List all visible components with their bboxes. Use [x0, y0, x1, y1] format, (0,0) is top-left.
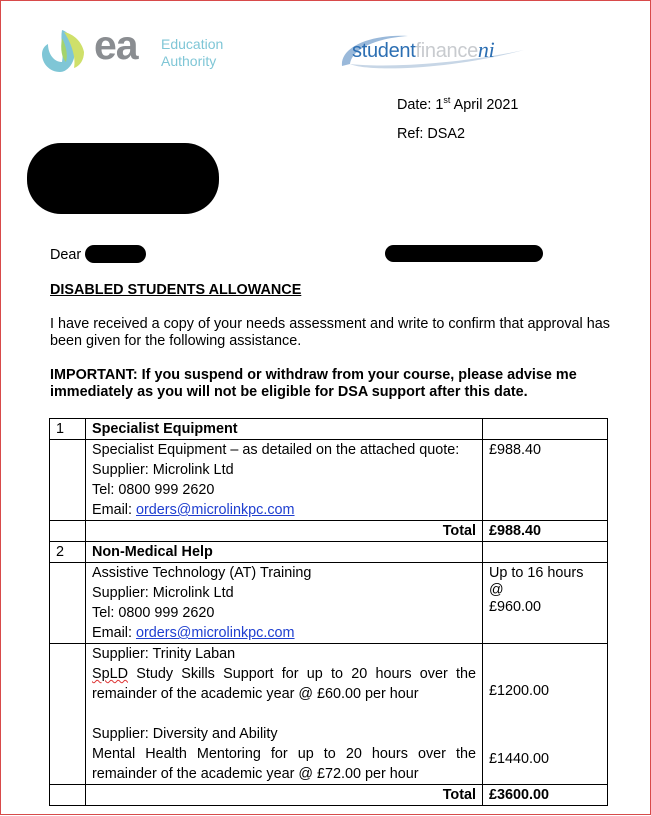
empty-cell — [50, 644, 86, 785]
empty-cell — [50, 563, 86, 644]
table-row — [50, 440, 608, 521]
table-row — [50, 542, 608, 563]
empty-cell — [50, 521, 86, 542]
item-description: SpLD Study Skills Support for up to 20 hours over the remainder of the academic year @ £60.00 per hour — [92, 666, 476, 702]
supplier: Supplier: Trinity Laban — [92, 646, 236, 662]
email-line: Email: orders@microlinkpc.com — [92, 625, 295, 641]
education-authority-logo — [40, 22, 240, 78]
redacted-reference — [385, 245, 543, 262]
item-amount: £1440.00 — [489, 751, 550, 767]
telephone: Tel: 0800 999 2620 — [92, 482, 215, 498]
item-amount: £988.40 — [483, 440, 608, 521]
redacted-name — [85, 245, 146, 263]
salutation: Dear — [50, 247, 82, 263]
supplier: Supplier: Diversity and Ability — [92, 726, 278, 742]
table-row — [50, 521, 608, 542]
total-amount: £988.40 — [483, 521, 608, 542]
supplier: Supplier: Microlink Ltd — [92, 585, 234, 601]
empty-cell — [483, 542, 608, 563]
telephone: Tel: 0800 999 2620 — [92, 605, 215, 621]
item-details — [86, 440, 483, 521]
empty-cell — [50, 440, 86, 521]
allowance-table — [49, 418, 608, 806]
section-number: 2 — [50, 542, 86, 563]
ea-subtitle — [161, 36, 223, 70]
table-row — [50, 563, 608, 644]
empty-cell — [483, 419, 608, 440]
empty-cell — [50, 785, 86, 806]
student-finance-wordmark: studentfinanceni — [352, 37, 495, 62]
table-row — [50, 644, 608, 785]
item-description: Assistive Technology (AT) Training — [92, 565, 312, 581]
letter-date: Date: 1st April 2021 — [397, 95, 519, 113]
item-amount: £1200.00 — [489, 683, 550, 699]
letter-heading: DISABLED STUDENTS ALLOWANCE — [50, 282, 302, 298]
section-title: Non-Medical Help — [86, 542, 483, 563]
email-line: Email: orders@microlinkpc.com — [92, 502, 295, 518]
redacted-address — [27, 143, 219, 214]
item-amount: Up to 16 hours @ £960.00 — [483, 563, 608, 644]
table-row — [50, 419, 608, 440]
intro-paragraph: I have received a copy of your needs assessment and write to confirm that approval has been given for the following assistance. — [50, 316, 610, 349]
ea-wordmark: ea — [94, 22, 138, 68]
item-details — [86, 563, 483, 644]
total-label: Total — [86, 785, 483, 806]
email-link[interactable]: orders@microlinkpc.com — [135, 625, 295, 641]
ea-subtitle-line2: Authority — [161, 53, 217, 69]
letter-ref: Ref: DSA2 — [397, 126, 465, 142]
table-row — [50, 785, 608, 806]
section-title: Specialist Equipment — [86, 419, 483, 440]
item-details — [86, 644, 483, 785]
item-description: Specialist Equipment – as detailed on the attached quote: — [92, 442, 460, 458]
item-amounts — [483, 644, 608, 785]
ea-subtitle-line1: Education — [161, 36, 224, 52]
email-link[interactable]: orders@microlinkpc.com — [135, 502, 295, 518]
important-notice: IMPORTANT: If you suspend or withdraw from your course, please advise me immediately as you will not be eligible for DSA support after this date. — [50, 367, 577, 400]
supplier: Supplier: Microlink Ltd — [92, 462, 234, 478]
student-finance-ni-logo — [338, 28, 538, 76]
total-amount: £3600.00 — [483, 785, 608, 806]
item-description: Mental Health Mentoring for up to 20 hours over the remainder of the academic year @ £72.00 per hour — [92, 746, 476, 782]
ea-leaf-icon — [40, 28, 92, 78]
total-label: Total — [86, 521, 483, 542]
section-number: 1 — [50, 419, 86, 440]
